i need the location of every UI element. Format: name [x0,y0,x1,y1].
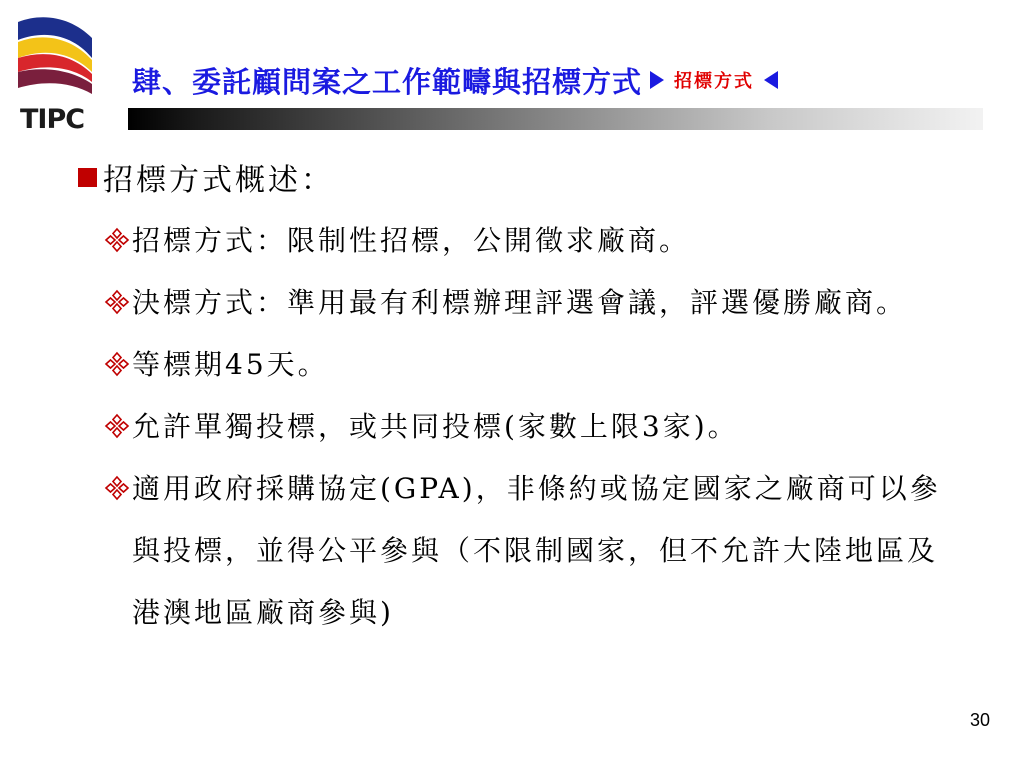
list-item [104,210,952,272]
triangle-left-arrow-icon [764,71,778,89]
four-diamond-bullet-icon [104,475,130,501]
square-bullet-icon [78,168,97,187]
triangle-right-arrow-icon [650,71,664,89]
tipc-logo [14,14,106,135]
list-item-text: 等標期45天。 [132,348,329,381]
list-item [104,334,952,396]
list-item-text: 允許單獨投標，或共同投標(家數上限3家)。 [132,410,739,443]
four-diamond-bullet-icon [104,413,130,439]
slide-body [78,150,978,644]
section-subtitle: 招標方式 [674,71,755,92]
list-item-text: 決標方式：準用最有利標辦理評選會議，評選優勝廠商。 [132,286,908,319]
slide-title: 肆、委託顧問案之工作範疇與招標方式 [132,64,643,99]
section-heading [78,150,978,204]
list-item-text: 適用政府採購協定(GPA)，非條約或協定國家之廠商可以參與投標，並得公平參與（不限制國家，但不允許大陸地區及港澳地區廠商參與) [132,472,941,629]
bullet-list [104,210,978,644]
list-item [104,396,952,458]
page-number: 30 [969,710,990,730]
slide-title-row [132,58,782,102]
list-item-text: 招標方式：限制性招標，公開徵求廠商。 [132,224,691,257]
section-heading-text: 招標方式概述： [103,163,334,198]
logo-wave-emblem-icon [14,14,106,96]
four-diamond-bullet-icon [104,289,130,315]
list-item [104,458,952,644]
four-diamond-bullet-icon [104,227,130,253]
list-item [104,272,952,334]
four-diamond-bullet-icon [104,351,130,377]
title-gradient-bar [128,108,983,130]
logo-text: TIPC [20,104,85,135]
